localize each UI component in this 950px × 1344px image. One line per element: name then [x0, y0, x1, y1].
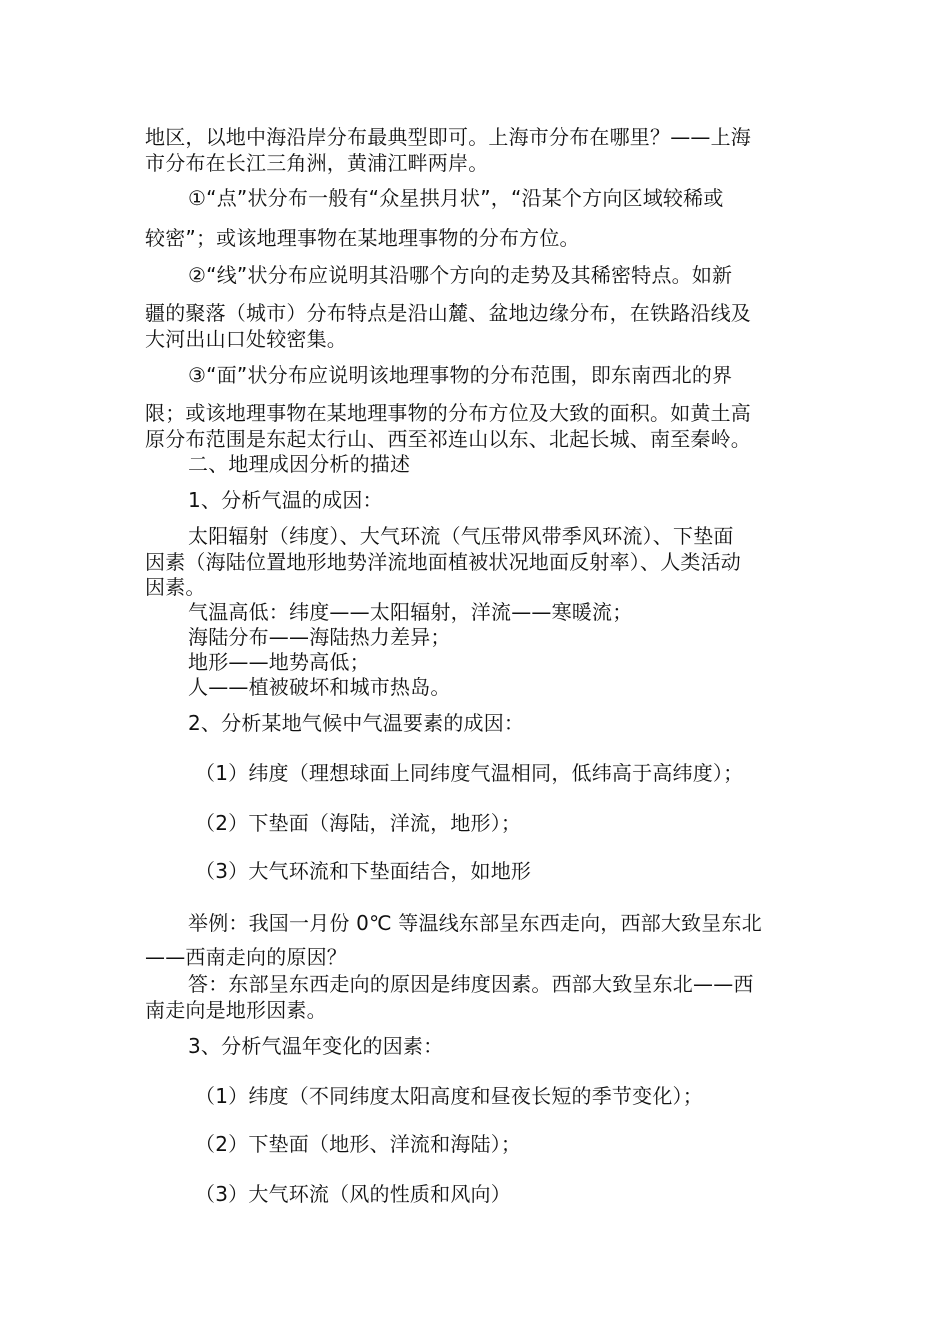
- paragraph-line: ②“线”状分布应说明其沿哪个方向的走势及其稀密特点。如新: [188, 263, 733, 287]
- paragraph-line: 较密”；或该地理事物在某地理事物的分布方位。: [145, 226, 580, 250]
- paragraph-line: ①“点”状分布一般有“众星拱月状”，“沿某个方向区域较稀或: [188, 186, 724, 210]
- paragraph-line: 限；或该地理事物在某地理事物的分布方位及大致的面积。如黄土高: [145, 401, 751, 425]
- paragraph-line: 太阳辐射（纬度）、大气环流（气压带风带季风环流）、下垫面: [188, 524, 734, 548]
- paragraph-line: 人——植被破坏和城市热岛。: [188, 675, 451, 699]
- paragraph-line: 原分布范围是东起太行山、西至祁连山以东、北起长城、南至秦岭。: [145, 427, 751, 451]
- paragraph-line: ——西南走向的原因？: [145, 945, 347, 969]
- subsection-heading: 2、分析某地气候中气温要素的成因：: [188, 711, 525, 735]
- paragraph-line: 南走向是地形因素。: [145, 998, 327, 1022]
- paragraph-line: 海陆分布——海陆热力差异；: [188, 625, 451, 649]
- paragraph-line: 地形——地势高低；: [188, 650, 370, 674]
- paragraph-line: 气温高低：纬度——太阳辐射，洋流——寒暖流；: [188, 600, 633, 624]
- paragraph-line: 地区，以地中海沿岸分布最典型即可。上海市分布在哪里？——上海: [145, 125, 751, 149]
- paragraph-line: 举例：我国一月份 0℃ 等温线东部呈东西走向，西部大致呈东北: [188, 911, 762, 935]
- paragraph-line: 答：东部呈东西走向的原因是纬度因素。西部大致呈东北——西: [188, 972, 754, 996]
- list-item: （1）纬度（理想球面上同纬度气温相同，低纬高于高纬度）；: [195, 761, 744, 785]
- list-item: （2）下垫面（地形、洋流和海陆）；: [195, 1132, 522, 1156]
- list-item: （1）纬度（不同纬度太阳高度和昼夜长短的季节变化）；: [195, 1084, 703, 1108]
- paragraph-line: 大河出山口处较密集。: [145, 327, 347, 351]
- paragraph-line: 市分布在长江三角洲，黄浦江畔两岸。: [145, 151, 489, 175]
- subsection-heading: 1、分析气温的成因：: [188, 488, 383, 512]
- paragraph-line: 因素（海陆位置地形地势洋流地面植被状况地面反射率）、人类活动: [145, 550, 741, 574]
- subsection-heading: 3、分析气温年变化的因素：: [188, 1034, 444, 1058]
- paragraph-line: 因素。: [145, 575, 206, 599]
- section-heading: 二、地理成因分析的描述: [188, 452, 411, 476]
- paragraph-line: 疆的聚落（城市）分布特点是沿山麓、盆地边缘分布，在铁路沿线及: [145, 301, 751, 325]
- list-item: （3）大气环流（风的性质和风向）: [195, 1182, 511, 1206]
- list-item: （3）大气环流和下垫面结合，如地形: [195, 859, 532, 883]
- paragraph-line: ③“面”状分布应说明该地理事物的分布范围，即东南西北的界: [188, 363, 733, 387]
- list-item: （2）下垫面（海陆，洋流，地形）；: [195, 811, 522, 835]
